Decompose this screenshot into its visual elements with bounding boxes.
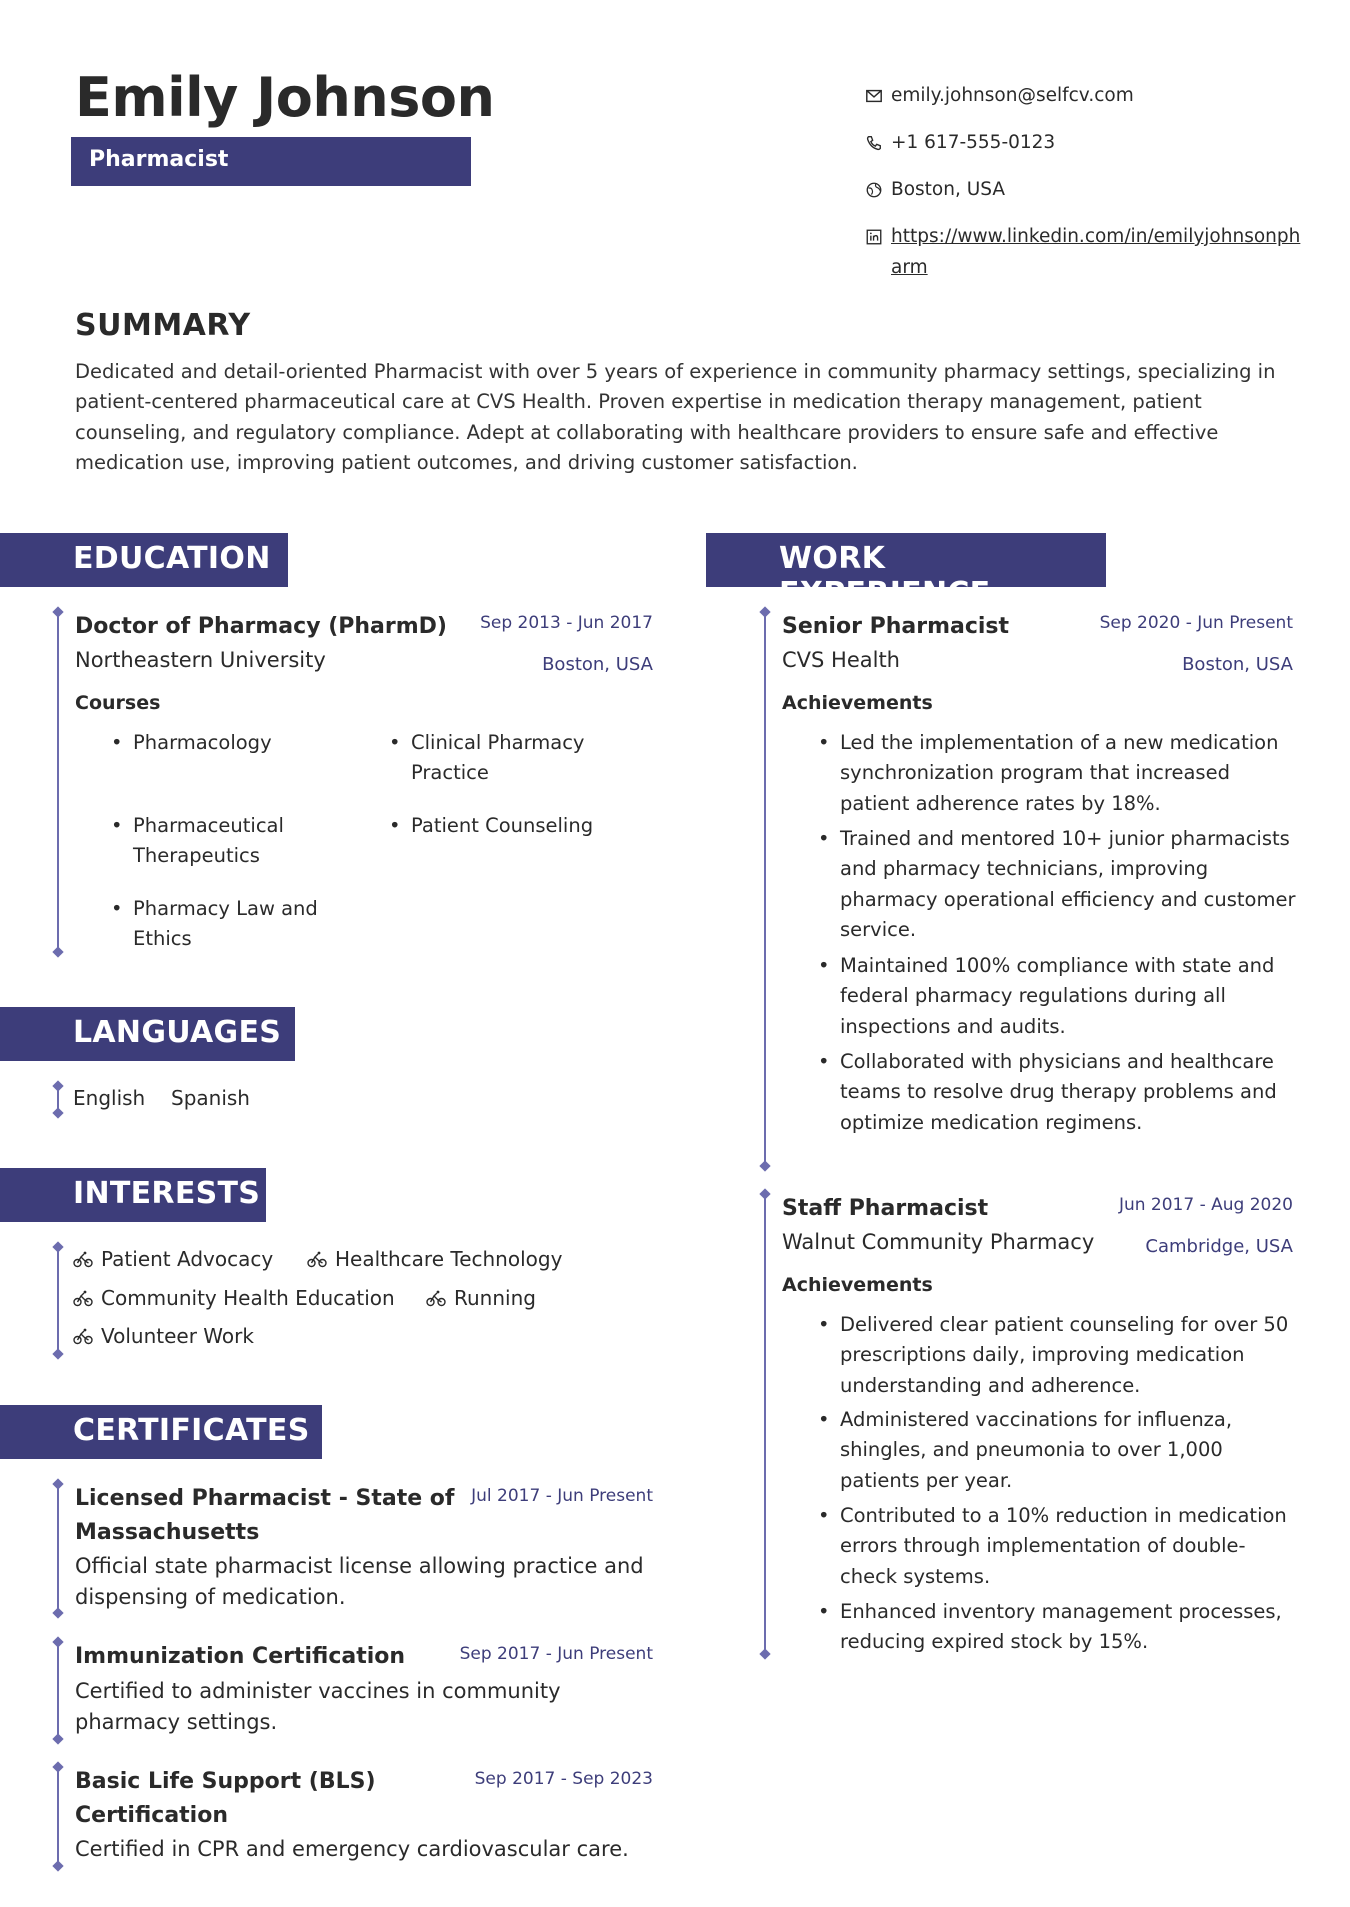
achievement-item: • Led the implementation of a new medication synchronization program that increased patient adherence rates by 18%. (812, 728, 1302, 819)
contact-email (865, 80, 1305, 111)
achievements-label: Achievements (782, 692, 933, 714)
course-item: • Patient Counseling (383, 811, 633, 841)
job-company: CVS Health (782, 648, 900, 672)
certificate-description: Official state pharmacist license allowing practice and dispensing of medication. (75, 1554, 644, 1609)
course-item: • Pharmacy Law and Ethics (105, 894, 355, 955)
certificate-title: Immunization Certification (75, 1644, 406, 1669)
globe-icon (865, 174, 891, 205)
certificate-title: Basic Life Support (BLS) Certification (75, 1769, 376, 1828)
certificates-heading: CERTIFICATES (0, 1405, 322, 1459)
language-item: English (73, 1086, 146, 1110)
job-location: Boston, USA (1182, 654, 1293, 675)
phone-text[interactable]: +1 617-555-0123 (891, 132, 1056, 153)
interest-item (73, 1286, 395, 1310)
contact-phone (865, 127, 1305, 158)
interest-item (73, 1247, 273, 1271)
interest-item (426, 1286, 536, 1310)
interest-label: Volunteer Work (101, 1324, 254, 1348)
interest-item (307, 1247, 562, 1271)
certificate-timeline (57, 1483, 59, 1614)
cyclist-icon (307, 1250, 327, 1268)
education-school: Northeastern University (75, 648, 326, 672)
phone-icon (865, 127, 891, 158)
course-item: • Pharmaceutical Therapeutics (105, 811, 355, 872)
course-item: • Clinical Pharmacy Practice (383, 728, 633, 789)
contact-location (865, 174, 1305, 205)
cyclist-icon (73, 1327, 93, 1345)
achievement-item: • Trained and mentored 10+ junior pharmacists and pharmacy technicians, improving pharmacy operational efficiency and customer service. (812, 824, 1302, 945)
job-timeline (764, 1193, 766, 1655)
achievement-item: • Delivered clear patient counseling for over 50 prescriptions daily, improving medication understanding and adherence. (812, 1310, 1302, 1401)
job-location: Cambridge, USA (1145, 1236, 1293, 1257)
candidate-name: Emily Johnson (75, 66, 495, 129)
job-title: Staff Pharmacist (782, 1196, 989, 1221)
contact-block (865, 80, 1305, 299)
certificate-description: Certified to administer vaccines in community pharmacy settings. (75, 1679, 561, 1734)
interest-label: Running (454, 1286, 536, 1310)
certificate-timeline (57, 1766, 59, 1867)
courses-label: Courses (75, 692, 161, 714)
achievement-item: • Collaborated with physicians and healthcare teams to resolve drug therapy problems and optimize medication regimens. (812, 1047, 1302, 1138)
summary-heading: SUMMARY (75, 308, 251, 343)
work-experience-heading: WORK EXPERIENCE (706, 533, 1106, 587)
education-degree: Doctor of Pharmacy (PharmD) (75, 614, 447, 639)
education-heading: EDUCATION (0, 533, 288, 587)
languages-timeline (57, 1085, 59, 1114)
interest-label: Patient Advocacy (101, 1247, 274, 1271)
job-title: Senior Pharmacist (782, 614, 1010, 639)
cyclist-icon (73, 1250, 93, 1268)
interest-label: Healthcare Technology (335, 1247, 563, 1271)
interest-item (73, 1324, 254, 1348)
achievements-label: Achievements (782, 1274, 933, 1296)
certificate-dates: Sep 2017 - Sep 2023 (474, 1769, 653, 1789)
job-dates: Jun 2017 - Aug 2020 (1118, 1195, 1293, 1215)
linkedin-icon (865, 221, 891, 252)
education-timeline (57, 611, 59, 953)
cyclist-icon (73, 1289, 93, 1307)
job-timeline (764, 611, 766, 1167)
interests-heading: INTERESTS (0, 1168, 266, 1222)
education-dates: Sep 2013 - Jun 2017 (480, 613, 653, 633)
summary-text: Dedicated and detail-oriented Pharmacist with over 5 years of experience in community pharmacy settings, specializing in patient-centered pharmaceutical care at CVS Health. Proven expertise in medication therapy management, patient counseling, and regulatory compliance. Adept at collaborating with healthcare providers to ensure safe and effective medication use, improving patient outcomes, and driving customer satisfaction. (75, 360, 1276, 474)
linkedin-link[interactable]: https://www.linkedin.com/in/emilyjohnsonpharm (891, 226, 1301, 278)
location-text: Boston, USA (891, 179, 1005, 200)
achievement-item: • Administered vaccinations for influenza, shingles, and pneumonia to over 1,000 patients per year. (812, 1405, 1302, 1496)
certificate-description: Certified in CPR and emergency cardiovascular care. (75, 1837, 629, 1861)
achievement-item: • Contributed to a 10% reduction in medication errors through implementation of double-check systems. (812, 1501, 1302, 1592)
achievement-item: • Enhanced inventory management processes, reducing expired stock by 15%. (812, 1597, 1302, 1658)
contact-linkedin (865, 221, 1305, 283)
certificate-title: Licensed Pharmacist - State of Massachusetts (75, 1486, 455, 1545)
interest-label: Community Health Education (101, 1286, 395, 1310)
envelope-icon (865, 80, 891, 111)
interests-timeline (57, 1246, 59, 1355)
education-location: Boston, USA (542, 654, 653, 675)
job-title-banner: Pharmacist (71, 137, 471, 186)
cyclist-icon (426, 1289, 446, 1307)
languages-heading: LANGUAGES (0, 1007, 295, 1061)
course-item: • Pharmacology (105, 728, 355, 758)
certificate-dates: Sep 2017 - Jun Present (459, 1644, 653, 1664)
achievement-item: • Maintained 100% compliance with state and federal pharmacy regulations during all inspections and audits. (812, 951, 1302, 1042)
language-item: Spanish (171, 1086, 250, 1110)
email-text[interactable]: emily.johnson@selfcv.com (891, 85, 1134, 106)
job-dates: Sep 2020 - Jun Present (1099, 613, 1293, 633)
certificate-dates: Jul 2017 - Jun Present (471, 1486, 653, 1506)
certificate-timeline (57, 1641, 59, 1740)
job-company: Walnut Community Pharmacy (782, 1230, 1095, 1254)
